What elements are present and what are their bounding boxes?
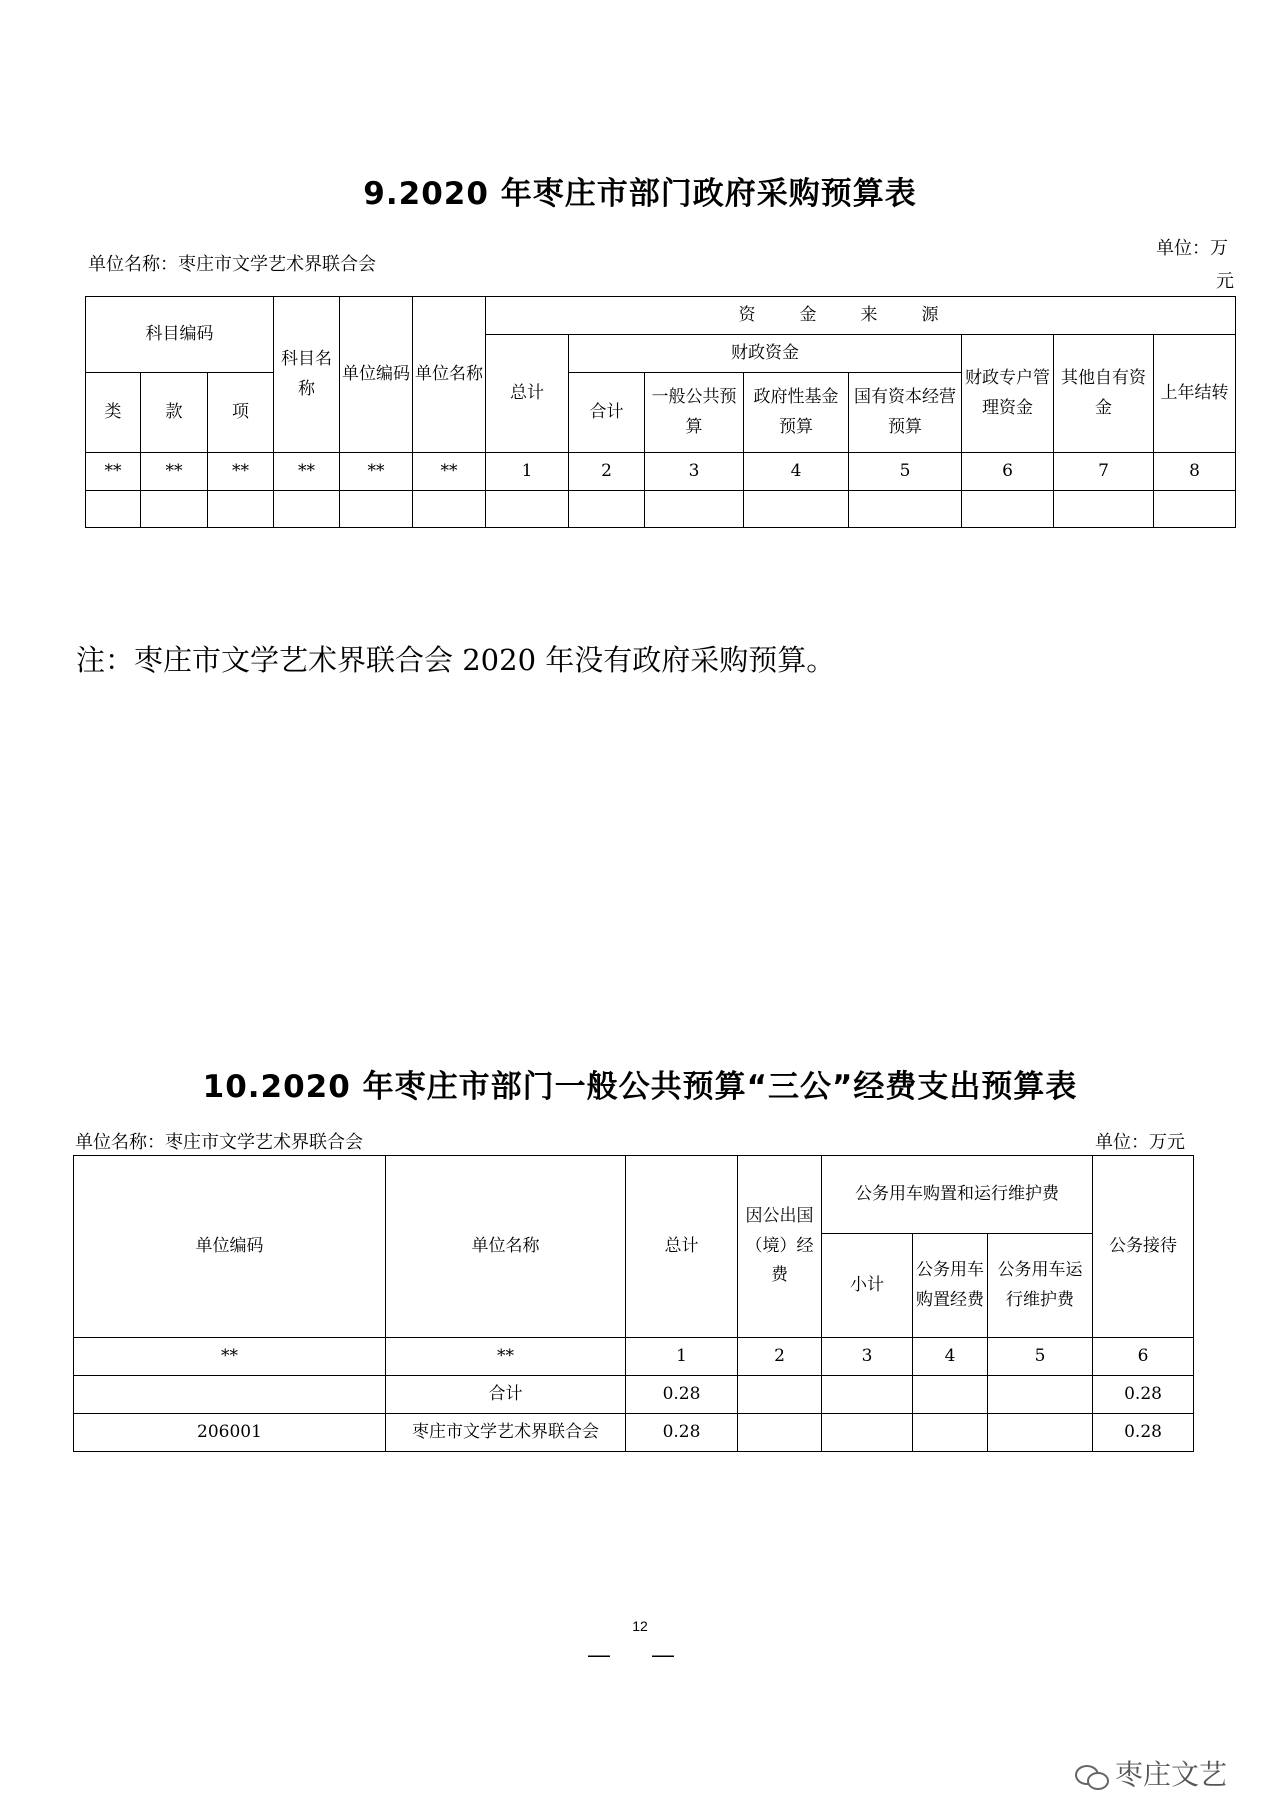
header-gov-fund: 政府性基金预算: [744, 373, 849, 453]
index-cell: 5: [988, 1338, 1093, 1376]
empty-cell: [744, 491, 849, 528]
header-lei: 类: [86, 373, 141, 453]
header-general-public: 一般公共预算: [645, 373, 744, 453]
index-cell: **: [274, 453, 340, 491]
index-cell: **: [141, 453, 208, 491]
operation-cell: [988, 1376, 1093, 1414]
index-cell: 6: [962, 453, 1054, 491]
header-subject-code: 科目编码: [86, 297, 274, 373]
table9-unit-name: 单位名称：枣庄市文学艺术界联合会: [88, 254, 376, 275]
index-cell: 6: [1093, 1338, 1194, 1376]
header-unit-code: 单位编码: [74, 1156, 386, 1338]
total-cell: 0.28: [626, 1376, 738, 1414]
table9-title: 9.2020 年枣庄市部门政府采购预算表: [363, 176, 917, 212]
header-state-capital: 国有资本经营预算: [849, 373, 962, 453]
header-subtotal: 小计: [822, 1234, 913, 1338]
table10-title: 10.2020 年枣庄市部门一般公共预算“三公”经费支出预算表: [202, 1069, 1078, 1105]
abroad-cell: [738, 1414, 822, 1452]
reception-cell: 0.28: [1093, 1376, 1194, 1414]
unit-code-cell: 206001: [74, 1414, 386, 1452]
operation-cell: [988, 1414, 1093, 1452]
purchase-cell: [913, 1414, 988, 1452]
header-fund-source: 资金来源: [486, 297, 1236, 335]
header-unit-name: 单位名称: [413, 297, 486, 453]
table-row: [74, 1376, 1194, 1414]
empty-cell: [274, 491, 340, 528]
index-cell: 8: [1154, 453, 1236, 491]
header-unit-code: 单位编码: [340, 297, 413, 453]
empty-cell: [340, 491, 413, 528]
header-carryover: 上年结转: [1154, 335, 1236, 453]
unit-name-cell: 枣庄市文学艺术界联合会: [386, 1414, 626, 1452]
empty-cell: [645, 491, 744, 528]
index-cell: 1: [486, 453, 569, 491]
empty-cell: [208, 491, 274, 528]
index-cell: 4: [744, 453, 849, 491]
table-row: [86, 453, 1236, 491]
empty-cell: [86, 491, 141, 528]
header-vehicle-purchase: 公务用车购置经费: [913, 1234, 988, 1338]
three-public-expenses-table: [73, 1155, 1194, 1452]
subtotal-cell: [822, 1376, 913, 1414]
page-dashes: — —: [587, 1642, 693, 1667]
index-cell: **: [413, 453, 486, 491]
header-vehicle-operation: 公务用车运行维护费: [988, 1234, 1093, 1338]
empty-cell: [962, 491, 1054, 528]
table10-unit-name: 单位名称：枣庄市文学艺术界联合会: [75, 1132, 363, 1153]
purchase-cell: [913, 1376, 988, 1414]
header-reception: 公务接待: [1093, 1156, 1194, 1338]
note-text: 注：枣庄市文学艺术界联合会 2020 年没有政府采购预算。: [76, 643, 836, 677]
header-abroad: 因公出国（境）经费: [738, 1156, 822, 1338]
empty-cell: [849, 491, 962, 528]
index-cell: **: [74, 1338, 386, 1376]
empty-cell: [569, 491, 645, 528]
unit-code-cell: [74, 1376, 386, 1414]
subtotal-cell: [822, 1414, 913, 1452]
index-cell: 2: [738, 1338, 822, 1376]
index-cell: **: [86, 453, 141, 491]
total-cell: 0.28: [626, 1414, 738, 1452]
empty-cell: [1154, 491, 1236, 528]
table-row: [74, 1414, 1194, 1452]
header-subject-name: 科目名称: [274, 297, 340, 453]
header-unit-name: 单位名称: [386, 1156, 626, 1338]
index-cell: 4: [913, 1338, 988, 1376]
index-cell: **: [208, 453, 274, 491]
header-other-own: 其他自有资金: [1054, 335, 1154, 453]
header-total: 总计: [486, 335, 569, 453]
table10-unit: 单位：万元: [1095, 1132, 1185, 1153]
index-cell: 2: [569, 453, 645, 491]
header-subtotal: 合计: [569, 373, 645, 453]
header-vehicle-group: 公务用车购置和运行维护费: [822, 1156, 1093, 1234]
unit-name-cell: 合计: [386, 1376, 626, 1414]
empty-cell: [486, 491, 569, 528]
table9-unit-line1: 单位：万: [1156, 238, 1228, 259]
header-total: 总计: [626, 1156, 738, 1338]
abroad-cell: [738, 1376, 822, 1414]
index-cell: **: [340, 453, 413, 491]
index-cell: **: [386, 1338, 626, 1376]
table-row: [86, 491, 1236, 528]
watermark: [1075, 1753, 1227, 1793]
procurement-budget-table: [85, 296, 1236, 528]
index-cell: 5: [849, 453, 962, 491]
table-row: [74, 1338, 1194, 1376]
header-kuan: 款: [141, 373, 208, 453]
wechat-icon: [1075, 1763, 1109, 1789]
header-fiscal-special: 财政专户管理资金: [962, 335, 1054, 453]
empty-cell: [413, 491, 486, 528]
index-cell: 3: [822, 1338, 913, 1376]
empty-cell: [1054, 491, 1154, 528]
empty-cell: [141, 491, 208, 528]
index-cell: 3: [645, 453, 744, 491]
header-fiscal-funds: 财政资金: [569, 335, 962, 373]
index-cell: 1: [626, 1338, 738, 1376]
page-number: 12: [632, 1618, 648, 1634]
table9-unit-line2: 元: [1216, 271, 1234, 292]
watermark-text: 枣庄文艺: [1115, 1758, 1228, 1791]
index-cell: 7: [1054, 453, 1154, 491]
header-xiang: 项: [208, 373, 274, 453]
reception-cell: 0.28: [1093, 1414, 1194, 1452]
